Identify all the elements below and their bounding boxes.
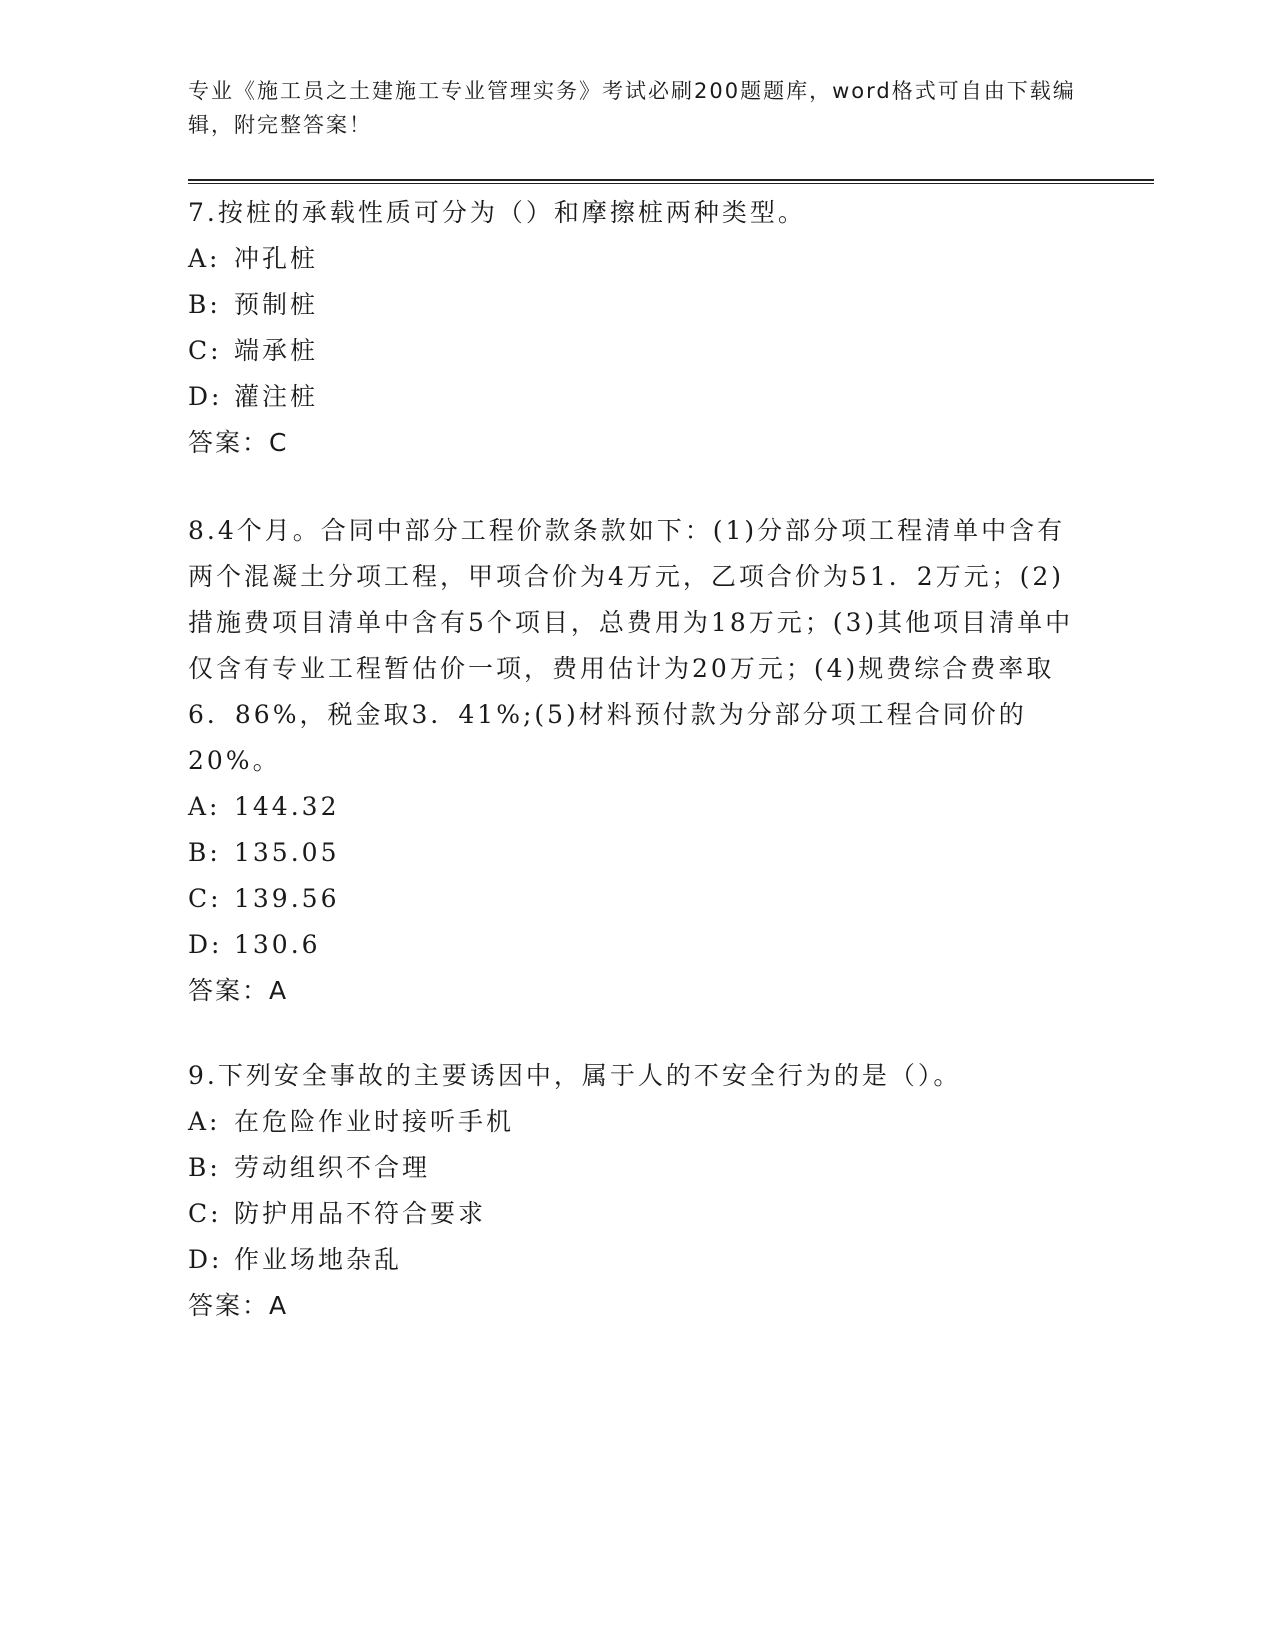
option-letter: D:: [188, 930, 223, 959]
option-text: 预制桩: [234, 290, 319, 319]
option-d: [188, 374, 1088, 420]
option-letter: C:: [188, 1199, 222, 1228]
option-text: 作业场地杂乱: [234, 1245, 403, 1274]
document-header: 专业《施工员之土建施工专业管理实务》考试必刷200题题库，word格式可自由下载编辑，附完整答案！: [188, 79, 1076, 137]
option-letter: D:: [188, 1245, 223, 1274]
question-stem: 7.按桩的承载性质可分为（）和摩擦桩两种类型。: [188, 198, 806, 227]
option-a: [188, 784, 1088, 830]
question-7: [188, 190, 1088, 466]
option-a: [188, 236, 1088, 282]
option-text: 灌注桩: [234, 382, 319, 411]
option-text: 劳动组织不合理: [234, 1153, 431, 1182]
answer-line: 答案：A: [188, 976, 289, 1005]
option-letter: C:: [188, 884, 222, 913]
option-a: [188, 1099, 1088, 1145]
option-letter: D:: [188, 382, 223, 411]
option-b: [188, 830, 1088, 876]
option-text: 端承桩: [234, 336, 319, 365]
option-b: [188, 282, 1088, 328]
answer-line: 答案：C: [188, 428, 289, 457]
option-c: [188, 876, 1088, 922]
option-text: 冲孔桩: [234, 244, 319, 273]
option-text: 144.32: [234, 792, 340, 821]
option-c: [188, 1191, 1088, 1237]
question-stem: 8.4个月。合同中部分工程价款条款如下：(1)分部分项工程清单中含有两个混凝土分项工程，甲项合价为4万元，乙项合价为51．2万元；(2)措施费项目清单中含有5个项目，总费用为18万元；(3)其他项目清单中仅含有专业工程暂估价一项，费用估计为20万元；(4)规费综合费率取6．86%，税金取3．41%;(5)材料预付款为分部分项工程合同价的20%。: [188, 516, 1074, 775]
option-text: 139.56: [234, 884, 340, 913]
option-letter: A:: [188, 792, 221, 821]
header-divider-thick: [188, 179, 1154, 181]
option-letter: C:: [188, 336, 222, 365]
option-c: [188, 328, 1088, 374]
option-letter: B:: [188, 1153, 221, 1182]
option-text: 130.6: [234, 930, 321, 959]
option-text: 防护用品不符合要求: [234, 1199, 487, 1228]
option-letter: B:: [188, 838, 221, 867]
option-letter: A:: [188, 244, 221, 273]
option-b: [188, 1145, 1088, 1191]
option-letter: B:: [188, 290, 221, 319]
option-text: 135.05: [234, 838, 340, 867]
option-d: [188, 922, 1088, 968]
answer-line: 答案：A: [188, 1291, 289, 1320]
question-9: [188, 1053, 1088, 1329]
question-8: [188, 508, 1088, 1014]
question-stem: 9.下列安全事故的主要诱因中，属于人的不安全行为的是（）。: [188, 1061, 962, 1090]
header-divider-thin: [188, 183, 1154, 184]
option-letter: A:: [188, 1107, 221, 1136]
option-text: 在危险作业时接听手机: [234, 1107, 515, 1136]
option-d: [188, 1237, 1088, 1283]
